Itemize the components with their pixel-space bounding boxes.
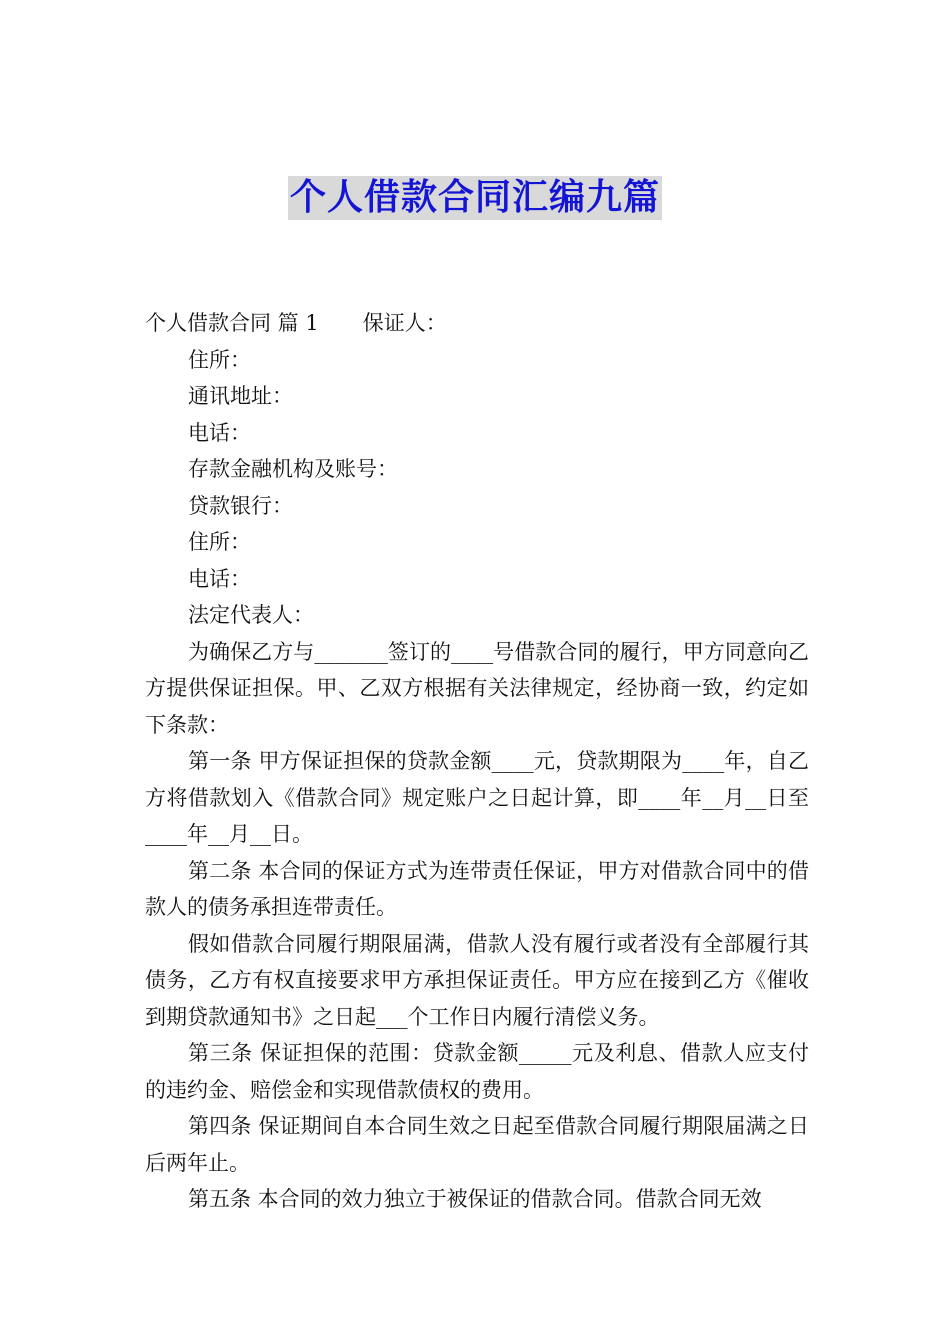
paragraph-article-5: 第五条 本合同的效力独立于被保证的借款合同。借款合同无效 xyxy=(188,1187,762,1211)
field-deposit-account: 存款金融机构及账号： xyxy=(188,457,398,481)
field-lending-bank: 贷款银行： xyxy=(188,493,293,518)
paragraph-article-4: 第四条 保证期间自本合同生效之日起至借款合同履行期限届满之日后两年止。 xyxy=(145,1114,809,1175)
paragraph-article-2-detail: 假如借款合同履行期限届满，借款人没有履行或者没有全部履行其债务，乙方有权直接要求甲方承担保证责任。甲方应在接到乙方《催收到期贷款通知书》之日起___个工作日内履行清偿义务。 xyxy=(145,931,809,1029)
field-mailing-address: 通讯地址： xyxy=(188,384,293,408)
field-legal-representative: 法定代表人： xyxy=(188,603,314,627)
field-phone: 电话： xyxy=(188,420,251,445)
paragraph-preamble: 为确保乙方与_______签订的____号借款合同的履行，甲方同意向乙方提供保证担保。甲、乙双方根据有关法律规定，经协商一致，约定如下条款： xyxy=(145,639,809,737)
paragraph-article-2: 第二条 本合同的保证方式为连带责任保证，甲方对借款合同中的借款人的债务承担连带责任。 xyxy=(145,858,809,919)
contract-heading xyxy=(145,305,809,342)
guarantor-label: 保证人： xyxy=(362,311,447,335)
document-body xyxy=(145,305,809,1218)
paragraph-article-3: 第三条 保证担保的范围：贷款金额_____元及利息、借款人应支付的违约金、赔偿金和实现借款债权的费用。 xyxy=(145,1041,809,1102)
field-bank-phone: 电话： xyxy=(188,566,251,591)
contract-heading-label: 个人借款合同 篇 1 xyxy=(145,311,319,335)
document-title: 个人借款合同汇编九篇 xyxy=(289,177,660,218)
field-bank-address: 住所： xyxy=(188,530,251,554)
paragraph-article-1: 第一条 甲方保证担保的贷款金额____元，贷款期限为____年，自乙方将借款划入《借款合同》规定账户之日起计算，即____年__月__日至____年__月__日。 xyxy=(145,749,809,846)
title-container xyxy=(0,176,950,220)
field-address: 住所： xyxy=(188,347,251,372)
